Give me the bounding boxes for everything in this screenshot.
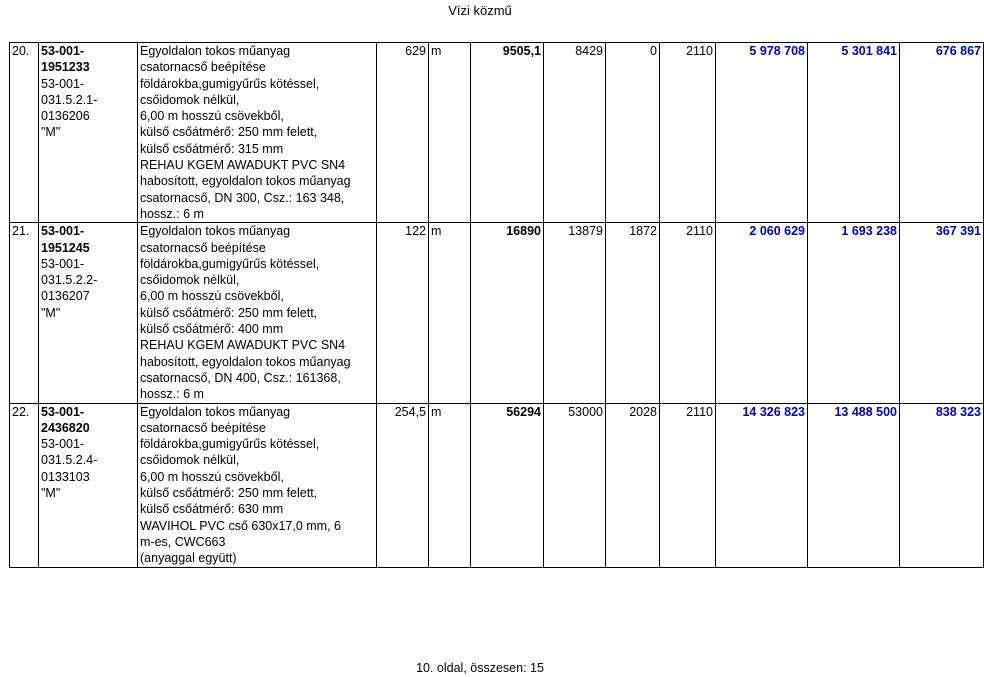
item-material-total <box>808 403 900 567</box>
item-code-line: 53-001- <box>41 44 85 58</box>
item-code-line: "M" <box>41 125 61 140</box>
item-material-price: 53000 <box>544 403 606 567</box>
item-description-line: földárokba,gumigyűrűs kötéssel, <box>140 437 320 452</box>
page-header-title: Vízi közmű <box>448 3 512 18</box>
item-description-line: csőidomok nélkül, <box>140 453 240 468</box>
item-description-line: földárokba,gumigyűrűs kötéssel, <box>140 256 320 271</box>
item-total <box>716 403 808 567</box>
item-number: 21. <box>10 223 39 403</box>
item-other-price: 2110 <box>660 43 716 223</box>
table-row <box>10 223 984 403</box>
item-code-line: "M" <box>41 486 61 501</box>
item-code-line: 0136206 <box>41 109 90 124</box>
item-material-price: 8429 <box>544 43 606 223</box>
items-table <box>9 42 984 568</box>
item-code <box>39 223 138 403</box>
item-description-line: földárokba,gumigyűrűs kötéssel, <box>140 76 320 91</box>
item-description-line: csatornacső, DN 400, Csz.: 161368, <box>140 370 341 385</box>
item-material-total-value: 1 693 238 <box>841 224 897 239</box>
item-description-line: Egyoldalon tokos műanyag <box>140 404 291 419</box>
item-description <box>138 223 377 403</box>
item-code-line: 1951233 <box>41 60 90 75</box>
table-row <box>10 403 984 567</box>
item-code-line: 1951245 <box>41 240 90 255</box>
item-labor-total-value: 838 323 <box>935 404 981 419</box>
item-other-price: 2110 <box>660 223 716 403</box>
item-unit-price: 9505,1 <box>471 43 544 223</box>
item-description-line: habosított, egyoldalon tokos műanyag <box>140 354 351 369</box>
item-description-line: csőidomok nélkül, <box>140 92 240 107</box>
item-unit: m <box>429 403 471 567</box>
item-description-line: (anyaggal együtt) <box>140 551 237 566</box>
item-labor-price: 1872 <box>606 223 660 403</box>
item-unit: m <box>429 43 471 223</box>
page-footer: 10. oldal, összesen: 15 <box>416 661 544 675</box>
item-other-price: 2110 <box>660 403 716 567</box>
item-description-line: csatornacső beépítése <box>140 60 266 75</box>
item-material-total-value: 5 301 841 <box>841 44 897 58</box>
item-description-line: Egyoldalon tokos műanyag <box>140 224 291 239</box>
item-code-line: 53-001- <box>41 224 85 239</box>
item-quantity: 122 <box>377 223 429 403</box>
item-description-line: 6,00 m hosszú csövekből, <box>140 109 284 124</box>
item-description-line: külső csőátmérő: 250 mm felett, <box>140 125 318 140</box>
item-description-line: WAVIHOL PVC cső 630x17,0 mm, 6 <box>140 518 341 533</box>
item-material-total <box>808 223 900 403</box>
item-material-total <box>808 43 900 223</box>
item-description-line: 6,00 m hosszú csövekből, <box>140 289 284 304</box>
item-code-line: 53-001- <box>41 256 85 271</box>
item-code-line: 031.5.2.1- <box>41 92 98 107</box>
item-material-price: 13879 <box>544 223 606 403</box>
item-labor-total <box>900 223 984 403</box>
item-unit-price: 56294 <box>471 403 544 567</box>
item-description-line: Egyoldalon tokos műanyag <box>140 44 291 58</box>
item-code <box>39 43 138 223</box>
item-description-line: m-es, CWC663 <box>140 534 226 549</box>
item-description-line: külső csőátmérő: 630 mm <box>140 502 284 517</box>
item-total-value: 2 060 629 <box>749 224 805 239</box>
item-material-total-value: 13 488 500 <box>834 404 897 419</box>
item-description-line: csatornacső, DN 300, Csz.: 163 348, <box>140 190 345 205</box>
item-quantity: 254,5 <box>377 403 429 567</box>
item-description-line: habosított, egyoldalon tokos műanyag <box>140 174 351 189</box>
item-code <box>39 403 138 567</box>
item-code-line: 53-001- <box>41 404 85 419</box>
item-total-value: 14 326 823 <box>742 404 805 419</box>
item-labor-price: 2028 <box>606 403 660 567</box>
item-number: 20. <box>10 43 39 223</box>
item-description-line: 6,00 m hosszú csövekből, <box>140 469 284 484</box>
item-description-line: csatornacső beépítése <box>140 420 266 435</box>
item-description-line: csőidomok nélkül, <box>140 273 240 288</box>
item-description-line: REHAU KGEM AWADUKT PVC SN4 <box>140 158 346 173</box>
table-row <box>10 43 984 223</box>
item-labor-total-value: 367 391 <box>935 224 981 239</box>
item-quantity: 629 <box>377 43 429 223</box>
item-labor-total <box>900 403 984 567</box>
item-labor-total <box>900 43 984 223</box>
item-code-line: 53-001- <box>41 437 85 452</box>
item-code-line: "M" <box>41 305 61 320</box>
item-labor-total-value: 676 867 <box>935 44 981 58</box>
item-description-line: hossz.: 6 m <box>140 387 204 402</box>
item-number: 22. <box>10 403 39 567</box>
item-description-line: külső csőátmérő: 250 mm felett, <box>140 305 318 320</box>
item-description-line: REHAU KGEM AWADUKT PVC SN4 <box>140 338 346 353</box>
item-code-line: 53-001- <box>41 76 85 91</box>
item-description-line: külső csőátmérő: 250 mm felett, <box>140 486 318 501</box>
item-description <box>138 403 377 567</box>
item-unit: m <box>429 223 471 403</box>
item-code-line: 031.5.2.4- <box>41 453 98 468</box>
item-description-line: hossz.: 6 m <box>140 206 204 221</box>
item-total <box>716 43 808 223</box>
item-labor-price: 0 <box>606 43 660 223</box>
item-code-line: 0136207 <box>41 289 90 304</box>
item-description <box>138 43 377 223</box>
item-description-line: külső csőátmérő: 400 mm <box>140 322 284 337</box>
item-total-value: 5 978 708 <box>749 44 805 58</box>
item-description-line: csatornacső beépítése <box>140 240 266 255</box>
item-unit-price: 16890 <box>471 223 544 403</box>
item-code-line: 2436820 <box>41 420 90 435</box>
item-description-line: külső csőátmérő: 315 mm <box>140 141 284 156</box>
item-code-line: 031.5.2.2- <box>41 273 98 288</box>
item-total <box>716 223 808 403</box>
item-code-line: 0133103 <box>41 469 90 484</box>
